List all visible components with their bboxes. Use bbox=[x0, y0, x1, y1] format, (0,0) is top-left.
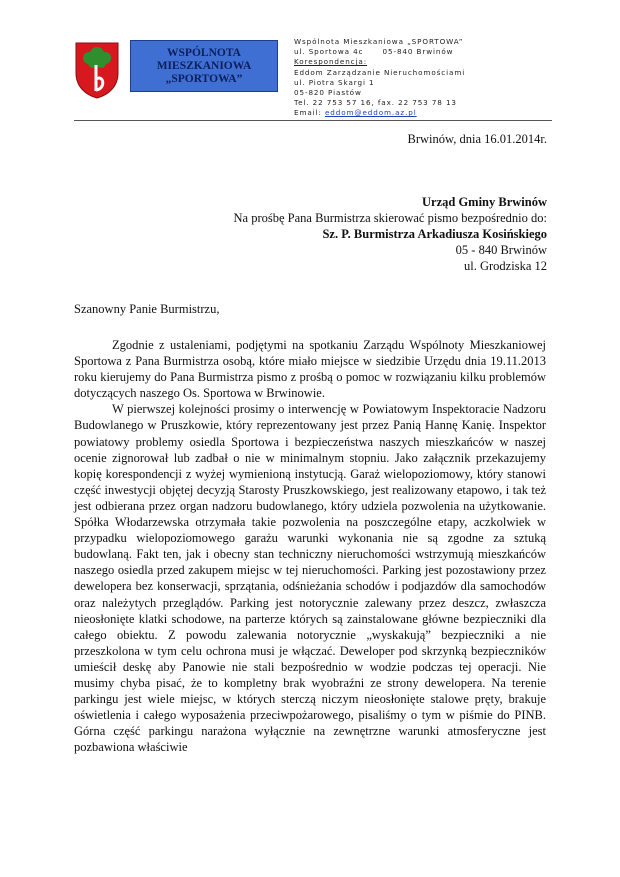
salutation: Szanowny Panie Burmistrzu, bbox=[74, 302, 220, 316]
contact-line: Korespondencja: bbox=[294, 57, 368, 67]
association-name-box bbox=[130, 40, 278, 92]
email-link[interactable]: eddom@eddom.az.pl bbox=[324, 108, 417, 118]
email-line bbox=[294, 108, 465, 118]
recipient-street: ul. Grodziska 12 bbox=[464, 259, 547, 273]
email-label: Email: bbox=[294, 108, 322, 118]
letter-date: Brwinów, dnia 16.01.2014r. bbox=[407, 132, 547, 146]
contact-line: ul. Piotra Skargi 1 bbox=[294, 77, 375, 87]
tree-coat-of-arms-icon bbox=[74, 41, 120, 99]
recipient-block bbox=[234, 194, 547, 274]
header-divider bbox=[74, 120, 552, 121]
contact-line: 05-820 Piastów bbox=[294, 88, 362, 98]
contact-block bbox=[294, 37, 465, 119]
title-line: „SPORTOWA” bbox=[165, 72, 243, 85]
contact-line: Tel. 22 753 57 16, fax. 22 753 78 13 bbox=[294, 98, 457, 108]
contact-line: Wspólnota Mieszkaniowa „SPORTOWA” bbox=[294, 37, 464, 46]
contact-line: ul. Sportowa 4c 05-840 Brwinów bbox=[294, 47, 454, 57]
recipient-postcode: 05 - 840 Brwinów bbox=[455, 243, 547, 257]
body-paragraph: W pierwszej kolejności prosimy o interwencję w Powiatowym Inspektoracie Nadzoru Budowlanego w Pruszkowie, który reprezentowany jest przez Panią Hannę Kanię. Inspektor powiatowy problemy osiedla Sportowa i bezpieczeństwa naszych mieszkańców w naszej ocenie zignorował lub zadbał o nie w minimalnym stopniu. Jako załącznik przekazujemy kopię korespondencji z wyżej wymienioną instytucją. Garaż wielopoziomowy, który stanowi część inwestycji objętej decyzją Starosty Pruszkowskiego, jest realizowany etapowo, i tak też jest odbierana przez organ nadzoru budowlanego, który udziela pozwolenia na użytkowanie. Spółka Włodarzewska otrzymała takie pozwolenia na poszczególne etapy, aczkolwiek w przypadku wielopoziomowego garażu warunki wykonania nie są zgodne za sztuką budowlaną. Fakt ten, jak i obecny stan techniczny nieruchomości wstrzymują mieszkańców naszego osiedla przed zakupem miejsc w tej nieruchomości. Parking jest pozostawiony przez dewelopera bez konserwacji, sprzątania, odśnieżania schodów i podjazdów dla samochodów oraz należytych przeglądów. Parking jest notorycznie zalewany przez deszcz, zwłaszcza nieosłonięte klatki schodowe, na parterze których są zainstalowane główne bezpieczniki dla całego obiektu. Z powodu zalewania notorycznie „wyskakują” bezpieczniki a nie przeszkolona w tym celu ochrona musi je włączać. Deweloper pod skrzynką bezpieczników umieścił deskę aby Panowie nie stali bezpośrednio w wodzie podczas tej operacji. Nie musimy chyba pisać, że to kompletny brak wyobraźni ze strony dewelopera. Na terenie parkingu jest wiele miejsc, w których sterczą niczym nieosłonięte stalowe pręty, brakuje oświetlenia i całego wyposażenia przeciwpożarowego, pisaliśmy o tym w piśmie do PINB. Górna część parkingu narażona wyłącznie na zewnętrzne warunki atmosferyczne jest pozbawiona właściwie bbox=[74, 402, 546, 755]
letter-body bbox=[74, 337, 546, 755]
title-line: WSPÓLNOTA bbox=[167, 46, 241, 59]
body-paragraph: Zgodnie z ustaleniami, podjętymi na spotkaniu Zarządu Wspólnoty Mieszkaniowej Sportowa z Pana Burmistrza osobą, które miało miejsce w siedzibie Urzędu dnia 19.11.2013 roku kierujemy do Pana Burmistrza pismo z prośbą o pomoc w rozwiązaniu kilku problemów dotyczących naszego Os. Sportowa w Brwinowie. bbox=[74, 338, 546, 401]
title-line: MIESZKANIOWA bbox=[156, 59, 252, 72]
recipient-note: Na prośbę Pana Burmistrza skierować pismo bezpośrednio do: bbox=[233, 211, 547, 225]
recipient-name: Sz. P. Burmistrza Arkadiusza Kosińskiego bbox=[322, 227, 547, 241]
recipient-office: Urząd Gminy Brwinów bbox=[422, 195, 547, 209]
contact-line: Eddom Zarządzanie Nieruchomościami bbox=[294, 67, 466, 77]
